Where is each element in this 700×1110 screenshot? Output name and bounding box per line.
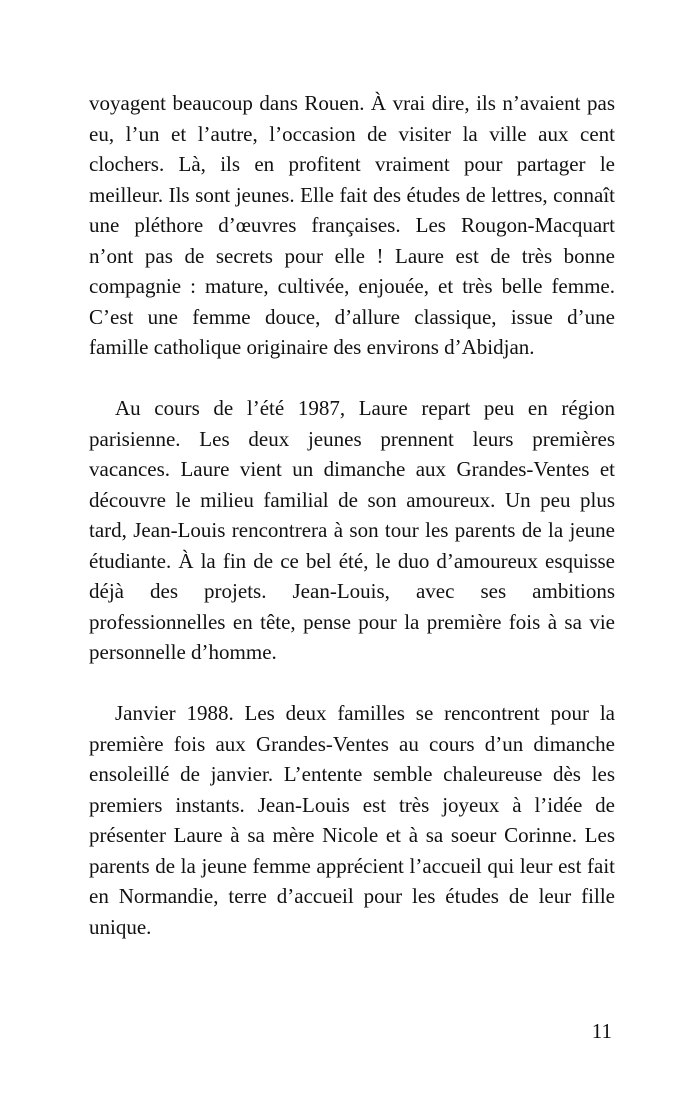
paragraph-continuation: voyagent beaucoup dans Rouen. À vrai dire, ils n’avaient pas eu, l’un et l’autre, l’occasion de visiter la ville aux cent clochers. Là, ils en profitent vraiment pour partager le meilleur. Ils sont jeunes. Elle fait des études de lettres, connaît une pléthore d’œuvres françaises. Les Rougon-Macquart n’ont pas de secrets pour elle ! Laure est de très bonne compagnie : mature, cultivée, enjouée, et très belle femme. C’est une femme douce, d’allure classique, issue d’une famille catholique originaire des environs d’Abidjan.: [89, 91, 615, 359]
page-body: [89, 88, 615, 942]
page-number: 11: [591, 1019, 612, 1043]
paragraph-summer-1987: Au cours de l’été 1987, Laure repart peu en région parisienne. Les deux jeunes prennent leurs premières vacances. Laure vient un dimanche aux Grandes-Ventes et découvre le milieu familial de son amoureux. Un peu plus tard, Jean-Louis rencontrera à son tour les parents de la jeune étudiante. À la fin de ce bel été, le duo d’amoureux esquisse déjà des projets. Jean-Louis, avec ses ambitions professionnelles en tête, pense pour la première fois à sa vie personnelle d’homme.: [89, 396, 615, 664]
paragraph-january-1988: Janvier 1988. Les deux familles se rencontrent pour la première fois aux Grandes-Ventes au cours d’un dimanche ensoleillé de janvier. L’entente semble chaleureuse dès les premiers instants. Jean-Louis est très joyeux à l’idée de présenter Laure à sa mère Nicole et à sa soeur Corinne. Les parents de la jeune femme apprécient l’accueil qui leur est fait en Normandie, terre d’accueil pour les études de leur fille unique.: [89, 701, 615, 939]
